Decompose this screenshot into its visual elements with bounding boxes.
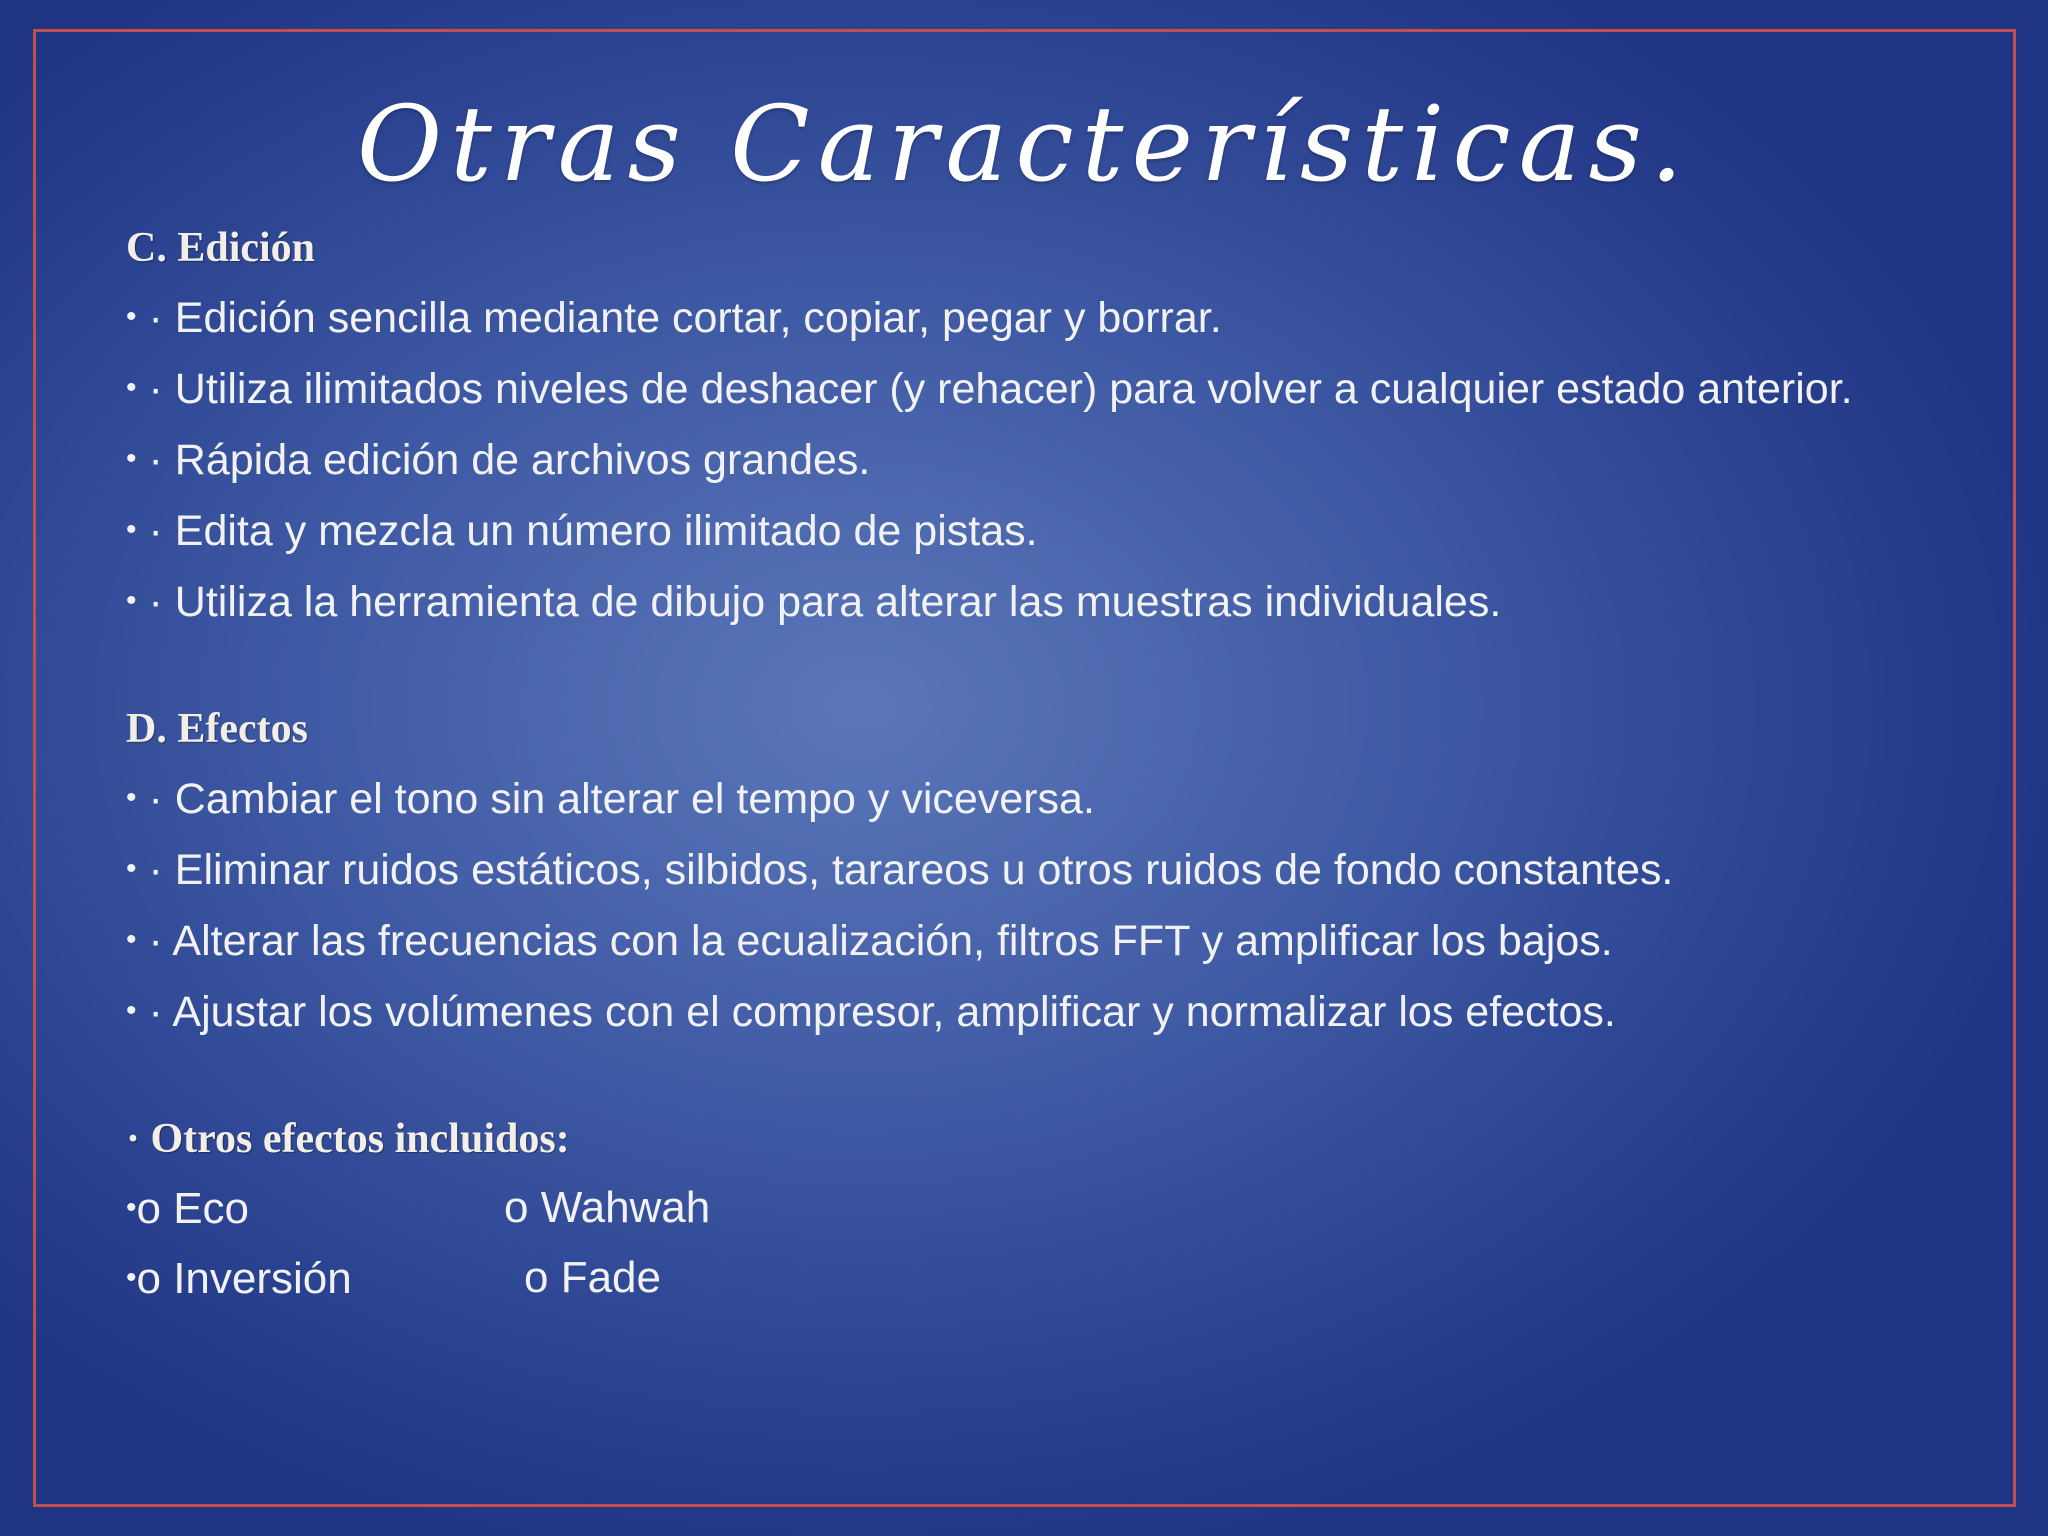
bullet-icon: • (126, 584, 137, 617)
bullet-icon: • (126, 300, 137, 333)
section-c-item-text: · Edición sencilla mediante cortar, copiar, pegar y borrar. (148, 294, 1222, 342)
section-c-item-1 (126, 288, 1946, 347)
section-c-item-5 (126, 572, 1946, 631)
section-c-heading: C. Edición (126, 225, 316, 271)
slide-title: Otras Características. (356, 83, 1692, 205)
section-c-item-text: · Edita y mezcla un número ilimitado de pistas. (148, 507, 1038, 555)
bullet-icon: • (126, 852, 137, 885)
others-left-cell (126, 1179, 249, 1238)
section-c-item-text: · Utiliza ilimitados niveles de deshacer (y rehacer) para volver a cualquier estado anterior. (148, 365, 1853, 413)
bullet-icon: • (126, 442, 137, 475)
others-left-text: o Inversión (136, 1254, 352, 1303)
bullet-icon: • (126, 513, 137, 546)
section-c-item-4 (126, 501, 1946, 560)
section-d-item-3 (126, 911, 1946, 970)
section-d-item-text: · Ajustar los volúmenes con el compresor, amplificar y normalizar los efectos. (148, 988, 1616, 1036)
section-c-item-3 (126, 430, 1946, 489)
section-d-item-text: · Cambiar el tono sin alterar el tempo y viceversa. (148, 775, 1095, 823)
bullet-icon: • (126, 994, 137, 1027)
section-spacer (126, 1041, 1946, 1111)
section-c-item-text: · Utiliza la herramienta de dibujo para alterar las muestras individuales. (148, 578, 1502, 626)
others-left-cell (126, 1249, 352, 1308)
others-row-2 (126, 1249, 1946, 1307)
section-d-item-text: · Eliminar ruidos estáticos, silbidos, tarareos u otros ruidos de fondo constantes. (148, 846, 1674, 894)
bullet-icon: • (126, 1191, 137, 1224)
section-d-heading: D. Efectos (126, 706, 308, 752)
section-d-item-text: · Alterar las frecuencias con la ecualización, filtros FFT y amplificar los bajos. (148, 917, 1613, 965)
others-left-text: o Eco (136, 1184, 250, 1233)
bullet-icon: • (126, 781, 137, 814)
slide-content (126, 220, 1946, 1307)
section-d-item-4 (126, 982, 1946, 1041)
section-c-item-text: · Rápida edición de archivos grandes. (148, 436, 871, 484)
section-c-item-2 (126, 359, 1946, 418)
others-row-1 (126, 1179, 1946, 1237)
bullet-icon: • (126, 923, 137, 956)
section-d-item-2 (126, 840, 1946, 899)
section-spacer (126, 631, 1946, 701)
others-heading: · Otros efectos incluidos: (126, 1116, 570, 1162)
bullet-icon: • (126, 371, 137, 404)
bullet-icon: • (126, 1261, 137, 1294)
others-right-text: o Wahwah (504, 1183, 711, 1232)
section-d-item-1 (126, 769, 1946, 828)
others-right-text: o Fade (524, 1253, 661, 1302)
